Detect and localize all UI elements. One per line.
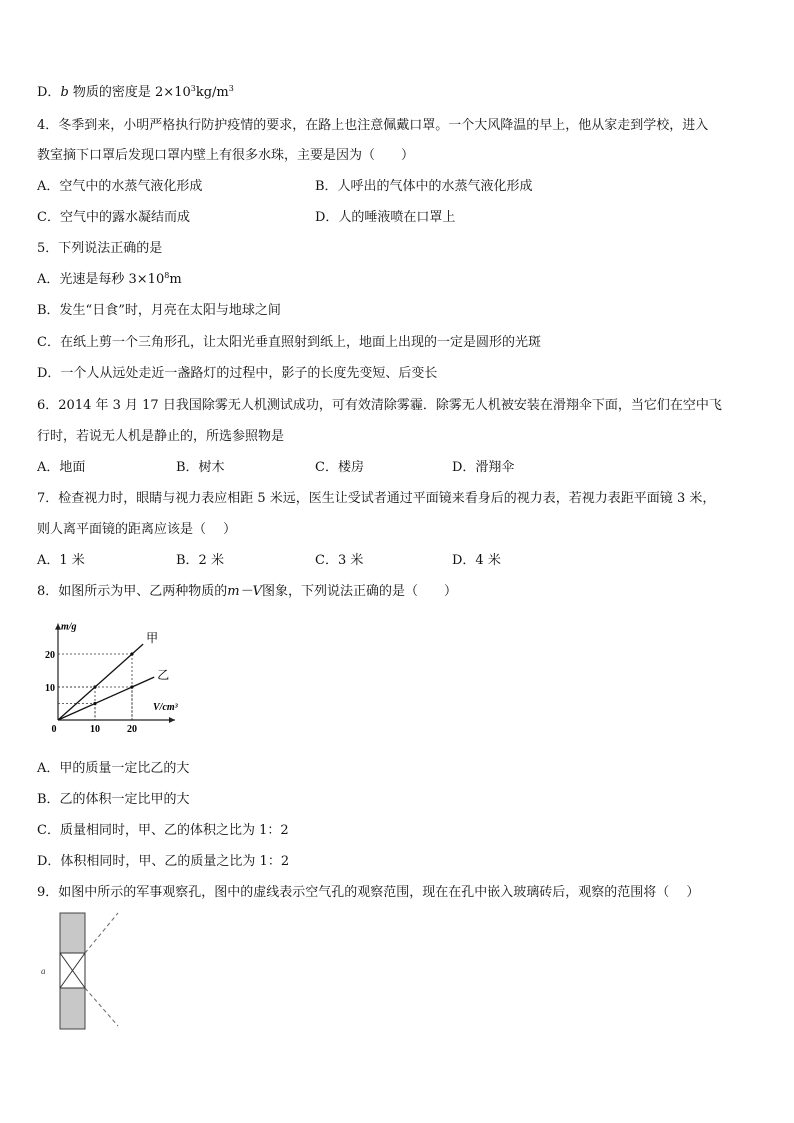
q6-option-a: A．地面 bbox=[37, 460, 86, 475]
q4-stem-line1: 4．冬季到来，小明严格执行防护疫情的要求，在路上也注意佩戴口罩。一个大风降温的早上，他从家走到学校，进入 bbox=[37, 118, 709, 133]
data-point bbox=[130, 652, 133, 655]
q7-option-c: C．3 米 bbox=[315, 553, 364, 568]
x-tick-label: 0 bbox=[51, 724, 57, 735]
y-tick-label: 20 bbox=[45, 650, 55, 661]
q6-stem-line1: 6．2014 年 3 月 17 日我国除雾无人机测试成功，可有效清除雾霾．除雾无人机被安装在滑翔伞下面，当它们在空中飞 bbox=[37, 398, 722, 413]
series-line-yi bbox=[58, 677, 154, 720]
mv-graph bbox=[37, 612, 207, 740]
q5-stem: 5．下列说法正确的是 bbox=[37, 241, 163, 256]
data-point bbox=[93, 702, 96, 705]
q5-option-c: C．在纸上剪一个三角形孔，让太阳光垂直照射到纸上，地面上出现的一定是圆形的光斑 bbox=[37, 335, 541, 350]
q7-option-d: D．4 米 bbox=[452, 553, 501, 568]
view-range-upper bbox=[85, 913, 118, 953]
q6-stem-line2: 行时，若说无人机是静止的，所选参照物是 bbox=[37, 429, 285, 444]
series-label: 甲 bbox=[146, 631, 159, 646]
q7-stem-line2: 则人离平面镜的距离应该是（ ） bbox=[37, 522, 237, 537]
observation-hole-diagram bbox=[36, 910, 126, 1034]
series-line-jia bbox=[58, 644, 143, 720]
q8-stem: 8．如图所示为甲、乙两种物质的m－V图象，下列说法正确的是（ ） bbox=[37, 584, 458, 599]
q5-option-a: A．光速是每秒 $3\times 10^8m$ bbox=[37, 271, 182, 287]
x-tick-label: 20 bbox=[127, 724, 137, 735]
data-point bbox=[93, 685, 96, 688]
q5-option-b: B．发生“日食”时，月亮在太阳与地球之间 bbox=[37, 303, 281, 318]
q8-option-a: A．甲的质量一定比乙的大 bbox=[37, 761, 190, 776]
q4-option-c: C．空气中的露水凝结而成 bbox=[37, 210, 190, 225]
x-axis-label: V/cm³ bbox=[153, 702, 178, 713]
q8-option-d: D．体积相同时，甲、乙的质量之比为 1：2 bbox=[37, 854, 290, 869]
q4-option-d: D．人的唾液喷在口罩上 bbox=[315, 210, 456, 225]
q8-option-c: C．质量相同时，甲、乙的体积之比为 1：2 bbox=[37, 823, 289, 838]
q6-option-d: D．滑翔伞 bbox=[452, 460, 515, 475]
q7-option-b: B．2 米 bbox=[176, 553, 224, 568]
q6-option-c: C．楼房 bbox=[315, 460, 364, 475]
q8-option-b: B．乙的体积一定比甲的大 bbox=[37, 792, 190, 807]
x-tick-label: 10 bbox=[90, 724, 100, 735]
y-tick-label: 10 bbox=[45, 683, 55, 694]
q3-option-d: D．b 物质的密度是 $2\times 10^3kg/m^3$ bbox=[37, 84, 234, 100]
q7-stem-line1: 7．检查视力时，眼睛与视力表应相距 5 米远，医生让受试者通过平面镜来看身后的视力表，若视力表距平面镜 3 米， bbox=[37, 491, 716, 506]
q4-option-b: B．人呼出的气体中的水蒸气液化形成 bbox=[315, 179, 533, 194]
y-axis-label: m/g bbox=[61, 621, 77, 633]
wall-lower bbox=[60, 988, 85, 1029]
q9-stem: 9．如图中所示的军事观察孔，图中的虚线表示空气孔的观察范围，现在在孔中嵌入玻璃砖后，观察的范围将（ ） bbox=[37, 885, 700, 900]
q6-option-b: B．树木 bbox=[176, 460, 225, 475]
x-axis-arrow bbox=[169, 717, 175, 723]
q4-option-a: A．空气中的水蒸气液化形成 bbox=[37, 179, 203, 194]
series-label: 乙 bbox=[157, 668, 170, 683]
observer-label: a bbox=[41, 966, 46, 976]
q5-option-d: D．一个人从远处走近一盏路灯的过程中，影子的长度先变短、后变长 bbox=[37, 366, 438, 381]
view-range-lower bbox=[85, 988, 118, 1026]
data-point bbox=[130, 685, 133, 688]
q7-option-a: A．1 米 bbox=[37, 553, 85, 568]
q4-stem-line2: 教室摘下口罩后发现口罩内壁上有很多水珠，主要是因为（ ） bbox=[37, 148, 415, 163]
wall-upper bbox=[60, 913, 85, 953]
